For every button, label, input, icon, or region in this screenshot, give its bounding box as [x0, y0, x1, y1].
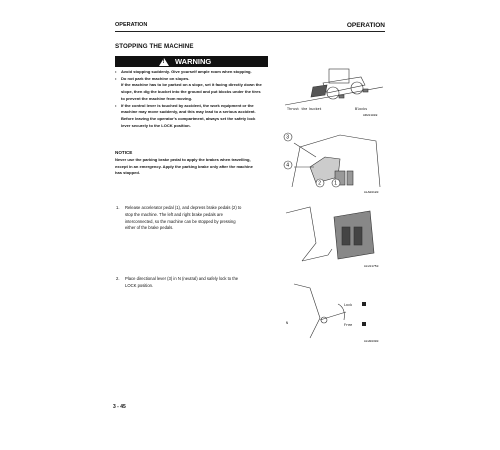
label-lock: Lock [344, 304, 353, 308]
warning-bullet-line: lever securely to the LOCK position. [121, 122, 191, 128]
warning-bullet-list [115, 69, 270, 129]
figure-code: ALA00180 [364, 191, 379, 194]
figure-directional-lever [280, 278, 386, 344]
figure-parked-loader [283, 55, 385, 117]
label-n: N [286, 322, 289, 326]
figure-code: ALU11750 [364, 265, 379, 268]
warning-triangle-icon: ! [159, 58, 169, 66]
callout-4: 4 [286, 162, 290, 169]
loader-bucket [311, 85, 327, 97]
warning-banner [115, 56, 268, 67]
warning-bullet-line: to prevent the machine from moving. [121, 95, 193, 101]
loader-wheel-rear [327, 87, 339, 99]
warning-bullet-line: If the machine has to be parked on a slope, set it facing directly down the [121, 82, 262, 88]
accelerator-pedal-shape [347, 171, 353, 185]
brake-pedal-left [342, 227, 350, 245]
warning-bullet: • If the control lever is touched by accident, the work equipment or the [115, 102, 254, 108]
loader-wheel-front [351, 82, 363, 94]
notice-title: NOTICE [115, 150, 133, 155]
block-shape [339, 95, 344, 98]
warning-bullet: • Do not park the machine on slopes. [115, 75, 190, 81]
running-header-left: OPERATION [115, 22, 148, 28]
label-blocks: Blocks [355, 108, 368, 112]
notice-text: Never use the parking brake pedal to apply the brakes when travelling, except in an emergency. Apply the parking brake only after the machine has stopped. [115, 157, 253, 176]
brake-pedal-right [354, 227, 362, 245]
label-free: Free [344, 324, 353, 328]
page-number: 3 - 45 [113, 404, 126, 410]
lock-marker-a [362, 302, 366, 306]
loader-cab [329, 69, 349, 83]
label-thrust-bucket: Thrust the bucket [287, 108, 322, 112]
warning-bullet: • Avoid stopping suddenly. Give yourself ample room when stopping. [115, 69, 252, 74]
warning-bullet-line: machine may move suddenly, and this may lead to a serious accident. [121, 109, 256, 115]
callout-3: 3 [286, 134, 290, 141]
lever-shaft [320, 312, 346, 320]
warning-label: WARNING [175, 57, 212, 66]
warning-bullet-line: slope, then dig the bucket into the ground and put blocks under the tires [121, 89, 261, 95]
figure-code: ALU00300 [364, 340, 379, 343]
step-2: 2. Place directional lever (3) in N (neutral) and safely lock to the LOCK position. [116, 276, 239, 288]
figure-code: ADU11008 [363, 114, 378, 117]
figure-cab-pedals [280, 127, 386, 195]
section-title: STOPPING THE MACHINE [115, 43, 194, 50]
lock-marker-b [362, 322, 366, 326]
callout-1: 1 [334, 180, 338, 187]
callout-2: 2 [318, 180, 322, 187]
leg-outline [286, 207, 316, 261]
figure-brake-pedal-foot [280, 203, 386, 269]
running-header-right: OPERATION [346, 22, 385, 29]
hand-outline [294, 284, 320, 338]
warning-bullet-line: Before leaving the operator's compartment, always set the safety lock [121, 115, 256, 121]
step-1: 1. Release accelerator pedal (1), and depress brake pedals (2) to stop the machine. The left and right brake pedals are interconnected, so the machine can be stopped by pressing either of the brake pedals. [116, 205, 242, 231]
header-rule [115, 31, 385, 32]
block-shape [363, 89, 368, 92]
